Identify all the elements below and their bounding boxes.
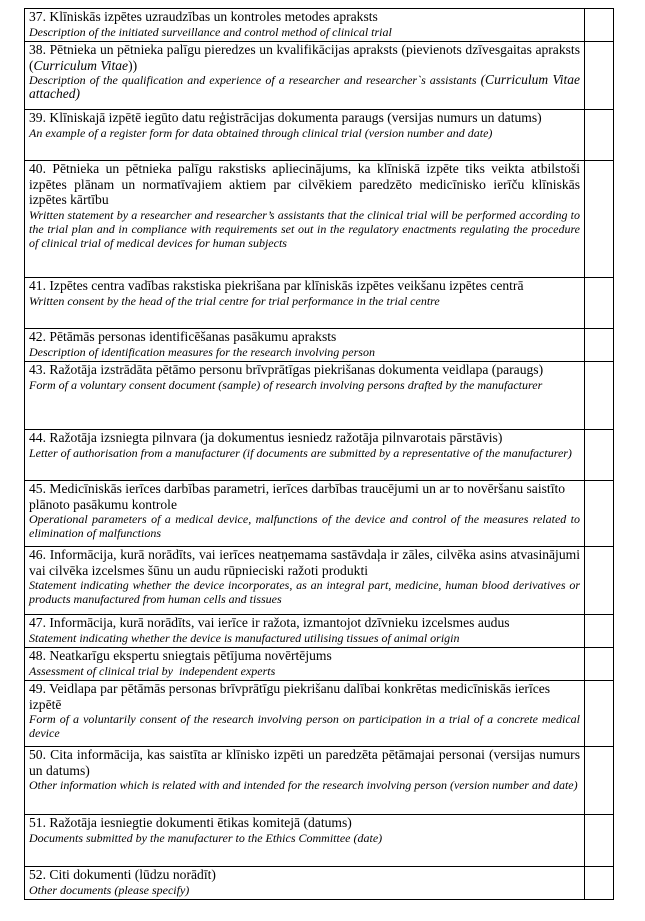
item-text-lv: Neatkarīgu ekspertu sniegtais pētījuma novērtējums	[49, 648, 332, 663]
table-row	[25, 867, 614, 900]
table-row	[25, 9, 614, 42]
check-cell[interactable]	[585, 161, 614, 278]
table-row	[25, 547, 614, 615]
item-cell	[25, 681, 585, 747]
item-text-lv: Izpētes centra vadības rakstiska piekrišana par klīniskās izpētes veikšanu izpētes centrā	[49, 278, 524, 293]
check-cell[interactable]	[585, 329, 614, 362]
item-text-en: Form of a voluntary consent document (sample) of research involving persons drafted by the manufacturer	[29, 377, 543, 392]
item-cell	[25, 161, 585, 278]
item-text-lv: Informācija, kurā norādīts, vai ierīces neatņemama sastāvdaļa ir zāles, cilvēka asins atvasinājumi vai cilvēka izcelsmes šūnu un audu rūpnieciski ražoti produkti	[29, 547, 580, 578]
check-cell[interactable]	[585, 547, 614, 615]
item-text-en: Other documents (please specify)	[29, 882, 190, 897]
document-page	[24, 8, 611, 900]
item-text-en: Letter of authorisation from a manufacturer (if documents are submitted by a representative of the manufacturer)	[29, 445, 572, 460]
item-text-lv: Ražotāja izsniegta pilnvara (ja dokumentus iesniedz ražotāja pilnvarotais pārstāvis)	[49, 430, 503, 445]
check-cell[interactable]	[585, 278, 614, 329]
item-text-en: Other information which is related with and intended for the research involving person (version number and date)	[29, 778, 578, 792]
item-number: 46.	[29, 547, 46, 562]
item-text-lv: Ražotāja izstrādāta pētāmo personu brīvprātīgas piekrišanas dokumenta veidlapa (paraugs)	[49, 362, 544, 377]
item-text-en-cv: (Curriculum Vitae attached)	[29, 72, 580, 101]
table-row	[25, 681, 614, 747]
item-cell	[25, 815, 585, 867]
item-text-en: Statement indicating whether the device incorporates, as an integral part, medicine, human blood derivatives or products manufactured from human cells and tissues	[29, 578, 580, 606]
check-cell[interactable]	[585, 747, 614, 815]
check-cell[interactable]	[585, 430, 614, 481]
item-number: 43.	[29, 362, 46, 377]
item-text-en: Form of a voluntarily consent of the research involving person on participation in a trial of a concrete medical device	[29, 712, 580, 740]
item-cell	[25, 648, 585, 681]
check-cell[interactable]	[585, 867, 614, 900]
item-text-en: Description of the initiated surveillance and control method of clinical trial	[29, 24, 392, 39]
item-cell	[25, 867, 585, 900]
check-cell[interactable]	[585, 362, 614, 430]
item-number: 50.	[29, 747, 46, 762]
item-cell	[25, 110, 585, 161]
item-text-lv: Cita informācija, kas saistīta ar klīnisko izpēti un paredzēta pētāmajai personai (versijas numurs un datums)	[29, 747, 580, 778]
table-row	[25, 278, 614, 329]
table-row	[25, 110, 614, 161]
item-number: 44.	[29, 430, 46, 445]
item-text-lv-cv: Curriculum Vitae	[33, 57, 129, 73]
table-row	[25, 430, 614, 481]
item-number: 40.	[29, 161, 46, 176]
item-number: 45.	[29, 481, 46, 496]
item-text-en: Description of the qualification and experience of a researcher and researcher`s assistants	[29, 73, 481, 87]
table-row	[25, 42, 614, 110]
table-row	[25, 648, 614, 681]
item-number: 41.	[29, 278, 46, 293]
item-text-lv: Klīniskajā izpētē iegūto datu reģistrācijas dokumenta paraugs (versijas numurs un datums)	[49, 110, 542, 125]
check-cell[interactable]	[585, 481, 614, 547]
item-number: 49.	[29, 681, 46, 696]
item-text-en: Description of identification measures for the research involving person	[29, 344, 375, 359]
item-cell	[25, 430, 585, 481]
item-cell	[25, 278, 585, 329]
item-cell	[25, 481, 585, 547]
table-row	[25, 615, 614, 648]
item-cell	[25, 547, 585, 615]
item-text-en: Operational parameters of a medical device, malfunctions of the device and control of the measures related to elimination of malfunctions	[29, 512, 580, 540]
item-text-en: Documents submitted by the manufacturer to the Ethics Committee (date)	[29, 830, 383, 845]
item-text-lv: Veidlapa par pētāmās personas brīvprātīgu piekrišanu dalībai konkrētas medicīniskās ierīces izpētē	[29, 681, 551, 712]
documents-checklist-table	[24, 8, 614, 900]
check-cell[interactable]	[585, 648, 614, 681]
item-text-lv: Pētāmās personas identificēšanas pasākumu apraksts	[49, 329, 337, 344]
check-cell[interactable]	[585, 110, 614, 161]
item-text-lv: Pētnieka un pētnieka palīgu pieredzes un kvalifikācijas apraksts (pievienots dzīvesgaitas apraksts (	[29, 42, 580, 73]
item-number: 39.	[29, 110, 46, 125]
item-cell	[25, 42, 585, 110]
check-cell[interactable]	[585, 42, 614, 110]
check-cell[interactable]	[585, 615, 614, 648]
item-text-en: Statement indicating whether the device is manufactured utilising tissues of animal origin	[29, 630, 460, 645]
item-number: 48.	[29, 648, 46, 663]
item-number: 37.	[29, 9, 46, 24]
item-text-en: Written consent by the head of the trial centre for trial performance in the trial centre	[29, 293, 440, 308]
item-number: 52.	[29, 867, 46, 882]
item-cell	[25, 615, 585, 648]
item-number: 51.	[29, 815, 46, 830]
item-text-lv: Informācija, kurā norādīts, vai ierīce ir ražota, izmantojot dzīvnieku izcelsmes audus	[49, 615, 510, 630]
table-row	[25, 481, 614, 547]
table-row	[25, 329, 614, 362]
table-row	[25, 161, 614, 278]
item-text-lv: Pētnieka un pētnieka palīgu rakstisks apliecinājums, ka klīniskā izpēte tiks veikta atbilstoši izpētes plānam un normatīvajiem aktiem par cilvēkiem paredzēto medicīnisko ierīču klīniskās izpētes kārtību	[29, 161, 580, 207]
item-text-lv: Ražotāja iesniegtie dokumenti ētikas komitejā (datums)	[49, 815, 352, 830]
item-text-en: Assessment of clinical trial by independent experts	[29, 663, 276, 678]
item-text-en: An example of a register form for data obtained through clinical trial (version number and date)	[29, 125, 493, 140]
table-row	[25, 747, 614, 815]
table-row	[25, 815, 614, 867]
item-cell	[25, 362, 585, 430]
check-cell[interactable]	[585, 9, 614, 42]
item-text-lv: Citi dokumenti (lūdzu norādīt)	[49, 867, 216, 882]
item-text-lv-end: ))	[128, 57, 138, 73]
item-cell	[25, 329, 585, 362]
item-cell	[25, 9, 585, 42]
item-text-en: Written statement by a researcher and researcher’s assistants that the clinical trial will be performed according to the trial plan and in compliance with requirements set out in the regulatory enactments regulating the procedure of clinical trial of medical devices for human subjects	[29, 207, 580, 250]
check-cell[interactable]	[585, 815, 614, 867]
item-cell	[25, 747, 585, 815]
check-cell[interactable]	[585, 681, 614, 747]
item-text-lv: Medicīniskās ierīces darbības parametri, ierīces darbības traucējumi un ar to novēršanu saistīto plānoto pasākumu kontrole	[29, 481, 566, 512]
item-number: 42.	[29, 329, 46, 344]
table-row	[25, 362, 614, 430]
item-text-lv: Klīniskās izpētes uzraudzības un kontroles metodes apraksts	[49, 9, 378, 24]
item-number: 47.	[29, 615, 46, 630]
item-number: 38.	[29, 42, 46, 57]
